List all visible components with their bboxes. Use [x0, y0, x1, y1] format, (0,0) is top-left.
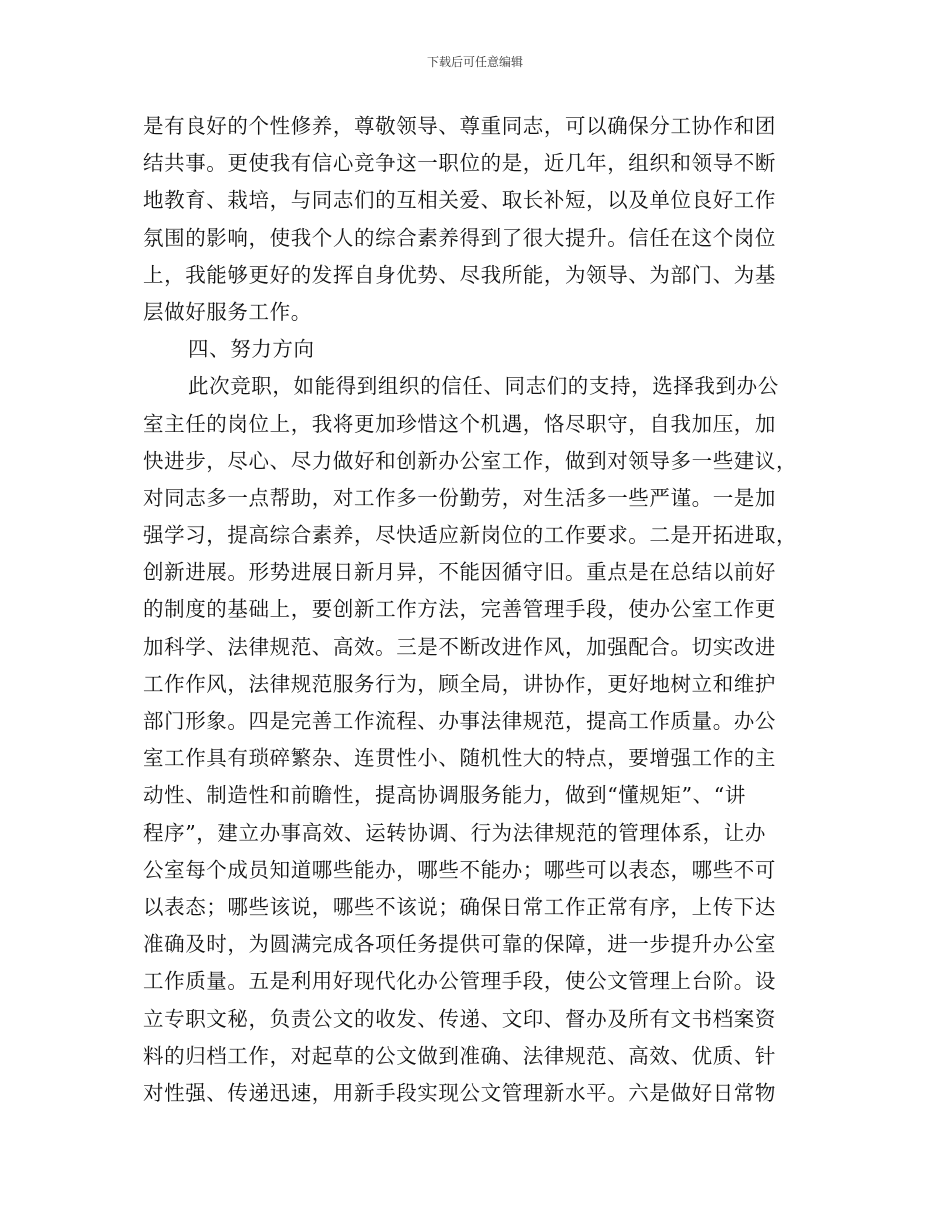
section-heading: 四、努力方向 [188, 337, 315, 362]
text-line: 是有良好的个性修养，尊敬领导、尊重同志，可以确保分工协作和团 [143, 114, 776, 138]
text-line: 工作质量。五是利用好现代化办公管理手段，使公文管理上台阶。设 [143, 969, 776, 994]
document-body [143, 108, 803, 1112]
text-line: 动性、制造性和前瞻性，提高协调服务能力，做到“懂规矩”、“讲 [143, 783, 746, 808]
text-line: 部门形象。四是完善工作流程、办事法律规范，提高工作质量。办公 [143, 709, 776, 733]
text-line: 的制度的基础上，要创新工作方法，完善管理手段，使办公室工作更 [143, 597, 776, 622]
text-line: 快进步，尽心、尽力做好和创新办公室工作，做到对领导多一些建议， [143, 448, 798, 473]
text-line: 室工作具有琐碎繁杂、连贯性小、随机性大的特点，要增强工作的主 [143, 746, 776, 771]
text-line: 立专职文秘，负责公文的收发、传递、文印、督办及所有文书档案资 [143, 1006, 776, 1031]
page-header: 下载后可任意编辑 [426, 55, 523, 69]
text-line: 氛围的影响，使我个人的综合素养得到了很大提升。信任在这个岗位 [143, 225, 776, 250]
text-line: 加科学、法律规范、高效。三是不断改进作风，加强配合。切实改进 [143, 634, 776, 659]
text-line: 层做好服务工作。 [143, 299, 312, 324]
text-line: 对同志多一点帮助，对工作多一份勤劳，对生活多一些严谨。一是加 [143, 485, 776, 510]
text-line: 创新进展。形势进展日新月异，不能因循守旧。重点是在总结以前好 [143, 560, 776, 585]
text-line: 以表态；哪些该说，哪些不该说；确保日常工作正常有序，上传下达 [143, 894, 776, 919]
text-line: 程序”，建立办事高效、运转协调、行为法律规范的管理体系，让办 [143, 820, 766, 845]
text-line: 强学习，提高综合素养，尽快适应新岗位的工作要求。二是开拓进取， [143, 523, 798, 548]
text-line: 对性强、传递迅速，用新手段实现公文管理新水平。六是做好日常物 [143, 1080, 776, 1105]
text-line: 料的归档工作，对起草的公文做到准确、法律规范、高效、优质、针 [143, 1043, 776, 1068]
text-line: 室主任的岗位上，我将更加珍惜这个机遇，恪尽职守，自我加压，加 [143, 411, 776, 436]
text-line: 上，我能够更好的发挥自身优势、尽我所能，为领导、为部门、为基 [143, 262, 776, 287]
text-line: 公室每个成员知道哪些能办，哪些不能办；哪些可以表态，哪些不可 [143, 857, 776, 882]
text-line: 地教育、栽培，与同志们的互相关爱、取长补短，以及单位良好工作 [143, 188, 776, 213]
text-line: 结共事。更使我有信心竞争这一职位的是，近几年，组织和领导不断 [143, 151, 776, 176]
text-line: 工作作风，法律规范服务行为，顾全局，讲协作，更好地树立和维护 [143, 671, 776, 696]
text-line: 此次竞职，如能得到组织的信任、同志们的支持，选择我到办公 [188, 374, 779, 399]
text-line: 准确及时，为圆满完成各项任务提供可靠的保障，进一步提升办公室 [143, 932, 776, 957]
